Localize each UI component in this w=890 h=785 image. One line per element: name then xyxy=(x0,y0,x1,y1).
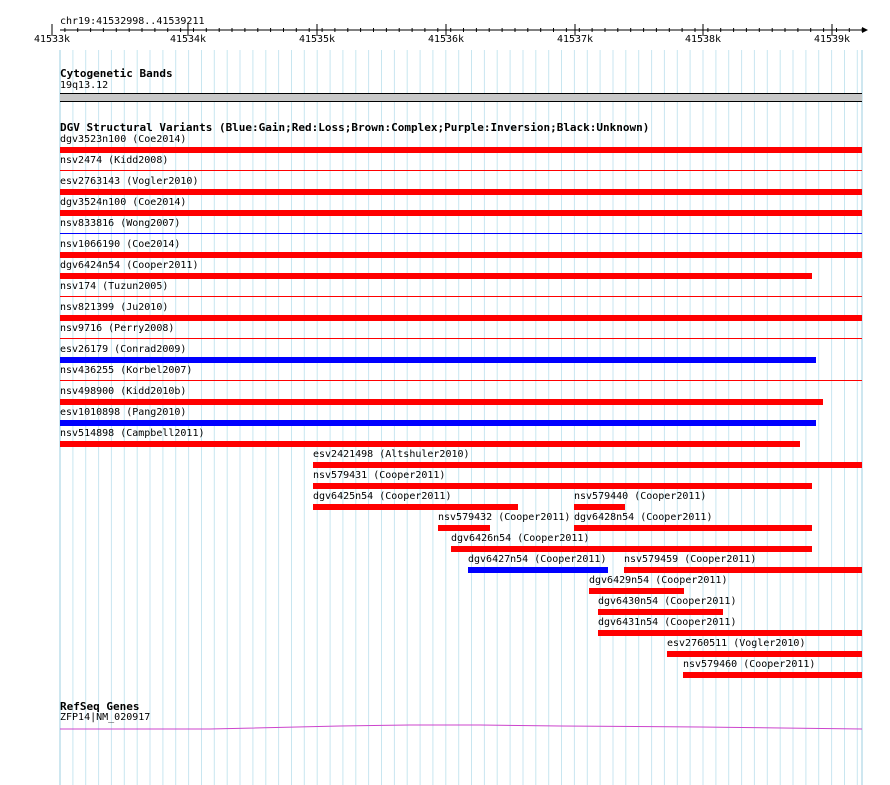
ruler-tick-label: 41535k xyxy=(298,34,336,45)
dgv-feature-bar[interactable] xyxy=(313,462,862,468)
dgv-feature-label[interactable]: nsv579432 (Cooper2011) xyxy=(438,512,571,523)
dgv-feature-bar[interactable] xyxy=(60,233,862,234)
dgv-feature-bar[interactable] xyxy=(60,210,862,216)
ruler-tick-label: 41538k xyxy=(684,34,722,45)
dgv-feature-label[interactable]: nsv579431 (Cooper2011) xyxy=(313,470,446,481)
dgv-feature-label[interactable]: dgv6425n54 (Cooper2011) xyxy=(313,491,452,502)
dgv-feature-bar[interactable] xyxy=(60,357,816,363)
dgv-feature-label[interactable]: nsv174 (Tuzun2005) xyxy=(60,281,169,292)
dgv-feature-label[interactable]: nsv514898 (Campbell2011) xyxy=(60,428,205,439)
dgv-feature-label[interactable]: nsv9716 (Perry2008) xyxy=(60,323,175,334)
dgv-feature-bar[interactable] xyxy=(60,147,862,153)
dgv-feature-label[interactable]: nsv833816 (Wong2007) xyxy=(60,218,181,229)
dgv-feature-bar[interactable] xyxy=(683,672,862,678)
dgv-feature-label[interactable]: dgv6429n54 (Cooper2011) xyxy=(589,575,728,586)
dgv-feature-bar[interactable] xyxy=(451,546,812,552)
dgv-feature-label[interactable]: dgv6427n54 (Cooper2011) xyxy=(468,554,607,565)
dgv-feature-label[interactable]: esv2760511 (Vogler2010) xyxy=(667,638,806,649)
dgv-feature-label[interactable]: nsv436255 (Korbel2007) xyxy=(60,365,193,376)
dgv-feature-bar[interactable] xyxy=(624,567,862,573)
dgv-feature-bar[interactable] xyxy=(313,483,812,489)
dgv-feature-bar[interactable] xyxy=(589,588,684,594)
ruler-tick-label: 41537k xyxy=(556,34,594,45)
dgv-feature-label[interactable]: nsv579459 (Cooper2011) xyxy=(624,554,757,565)
dgv-feature-label[interactable]: nsv579440 (Cooper2011) xyxy=(574,491,707,502)
dgv-feature-label[interactable]: nsv498900 (Kidd2010b) xyxy=(60,386,187,397)
dgv-feature-label[interactable]: esv26179 (Conrad2009) xyxy=(60,344,187,355)
dgv-feature-bar[interactable] xyxy=(313,504,518,510)
dgv-feature-bar[interactable] xyxy=(60,315,862,321)
dgv-feature-bar[interactable] xyxy=(60,420,816,426)
dgv-feature-bar[interactable] xyxy=(60,338,862,339)
dgv-track-title[interactable]: DGV Structural Variants (Blue:Gain;Red:Loss;Brown:Complex;Purple:Inversion;Black:Unknown) xyxy=(60,121,650,134)
dgv-feature-label[interactable]: dgv6426n54 (Cooper2011) xyxy=(451,533,590,544)
dgv-feature-bar[interactable] xyxy=(60,170,862,171)
dgv-feature-bar[interactable] xyxy=(598,609,723,615)
dgv-feature-bar[interactable] xyxy=(468,567,608,573)
dgv-feature-bar[interactable] xyxy=(667,651,862,657)
ruler-tick-label: 41534k xyxy=(169,34,207,45)
dgv-feature-label[interactable]: nsv821399 (Ju2010) xyxy=(60,302,169,313)
dgv-feature-label[interactable]: esv2421498 (Altshuler2010) xyxy=(313,449,470,460)
dgv-feature-bar[interactable] xyxy=(60,296,862,297)
ruler-arrow-icon xyxy=(862,27,868,33)
gene-model[interactable] xyxy=(0,718,890,734)
dgv-feature-bar[interactable] xyxy=(60,252,862,258)
dgv-feature-bar[interactable] xyxy=(574,504,625,510)
dgv-feature-label[interactable]: dgv3523n100 (Coe2014) xyxy=(60,134,187,145)
dgv-feature-bar[interactable] xyxy=(438,525,490,531)
cytoband-bar[interactable] xyxy=(60,93,862,102)
dgv-feature-bar[interactable] xyxy=(60,399,823,405)
dgv-feature-label[interactable]: nsv2474 (Kidd2008) xyxy=(60,155,169,166)
dgv-feature-bar[interactable] xyxy=(60,273,812,279)
gene-label[interactable]: ZFP14|NM_020917 xyxy=(60,712,151,723)
cytoband-label: 19q13.12 xyxy=(60,80,109,91)
dgv-feature-label[interactable]: esv2763143 (Vogler2010) xyxy=(60,176,199,187)
cytoband-track-title[interactable]: Cytogenetic Bands xyxy=(60,67,173,80)
ruler-tick-label: 41539k xyxy=(813,34,851,45)
ruler-tick-label: 41533k xyxy=(33,34,71,45)
dgv-feature-label[interactable]: nsv1066190 (Coe2014) xyxy=(60,239,181,250)
dgv-feature-label[interactable]: dgv6424n54 (Cooper2011) xyxy=(60,260,199,271)
refseq-track-title[interactable]: RefSeq Genes xyxy=(60,700,140,713)
dgv-feature-label[interactable]: dgv6430n54 (Cooper2011) xyxy=(598,596,737,607)
dgv-feature-bar[interactable] xyxy=(598,630,862,636)
dgv-feature-bar[interactable] xyxy=(574,525,812,531)
dgv-feature-label[interactable]: nsv579460 (Cooper2011) xyxy=(683,659,816,670)
dgv-feature-label[interactable]: dgv3524n100 (Coe2014) xyxy=(60,197,187,208)
location-label: chr19:41532998..41539211 xyxy=(60,16,205,27)
dgv-feature-bar[interactable] xyxy=(60,441,800,447)
dgv-feature-label[interactable]: dgv6431n54 (Cooper2011) xyxy=(598,617,737,628)
dgv-feature-label[interactable]: dgv6428n54 (Cooper2011) xyxy=(574,512,713,523)
dgv-feature-bar[interactable] xyxy=(60,189,862,195)
dgv-feature-bar[interactable] xyxy=(60,380,862,381)
dgv-feature-label[interactable]: esv1010898 (Pang2010) xyxy=(60,407,187,418)
ruler-tick-label: 41536k xyxy=(427,34,465,45)
